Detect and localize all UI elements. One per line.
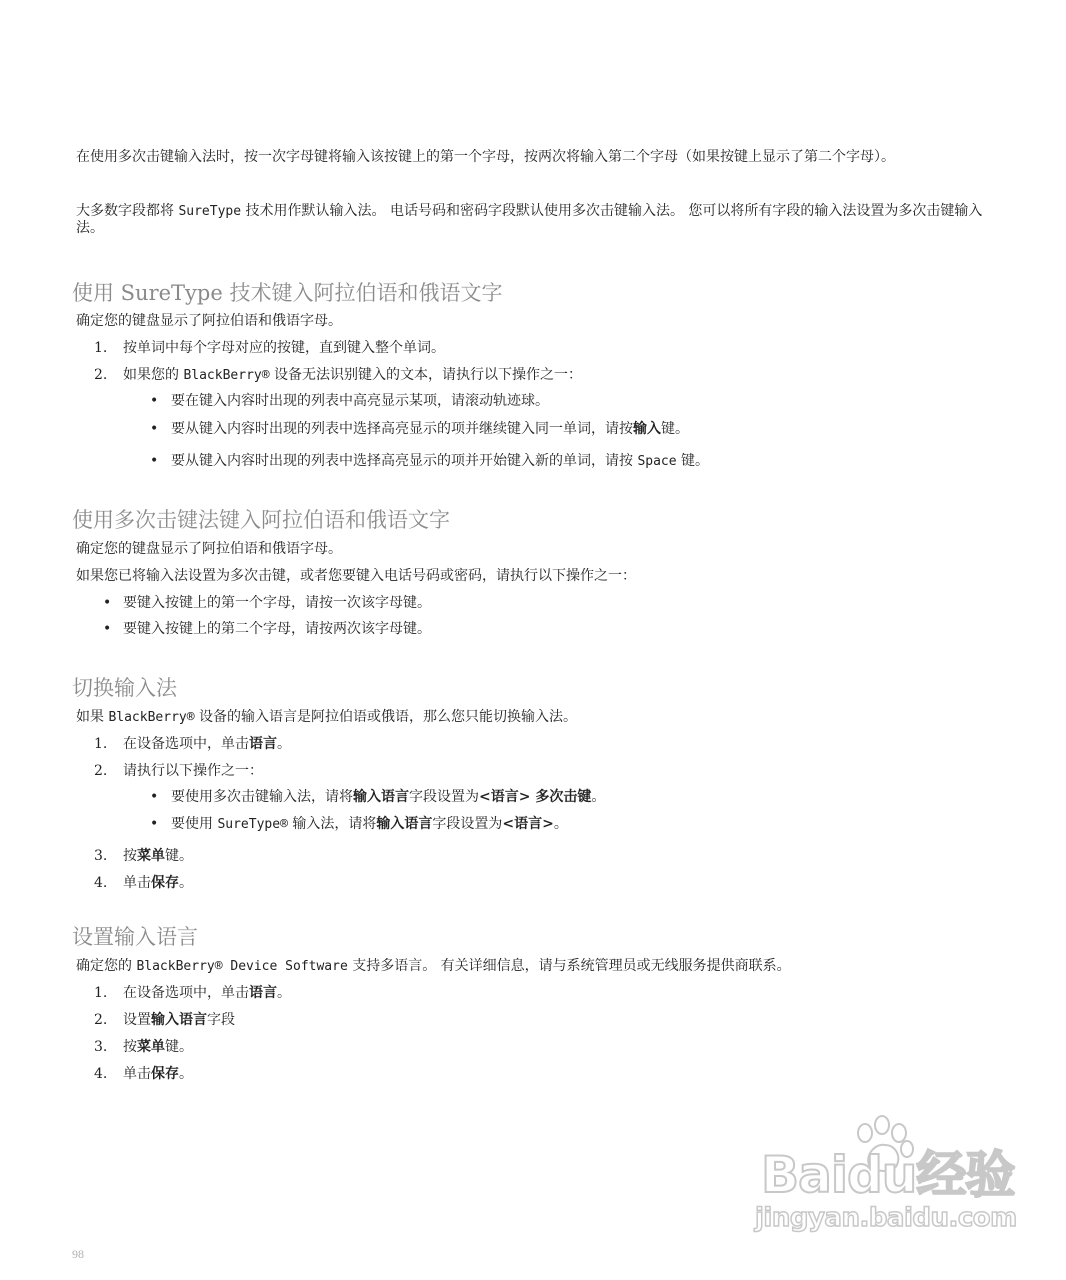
s1-bullet3-key: Space <box>637 454 677 469</box>
s3-step4-a: 单击 <box>123 875 151 891</box>
s3-bullet1-a: 要使用多次击键输入法，请将 <box>171 789 353 805</box>
s1-bullet2-text <box>171 421 689 438</box>
s1-step2-number: 2. <box>94 367 108 383</box>
s3-step2-number: 2. <box>94 763 108 779</box>
watermark-brand: Baidu经验 <box>761 1146 1015 1204</box>
watermark-url: jingyan.baidu.com <box>755 1203 1017 1233</box>
s3-step1-term: 语言 <box>249 736 277 752</box>
s4-step2-number: 2. <box>94 1012 108 1028</box>
s4-step3-number: 3. <box>94 1039 108 1055</box>
s3-step2-text: 请执行以下操作之一： <box>123 763 263 779</box>
s2-intro-1: 确定您的键盘显示了阿拉伯语和俄语字母。 <box>76 541 342 557</box>
s3-bullet1-field: 输入语言 <box>353 789 409 805</box>
s1-step2-text <box>123 367 582 384</box>
s1-step2-c: 设备无法识别键入的文本，请执行以下操作之一： <box>269 367 582 383</box>
s3-step3-number: 3. <box>94 848 108 864</box>
s4-step2-field: 输入语言 <box>151 1012 207 1028</box>
s1-intro: 确定您的键盘显示了阿拉伯语和俄语字母。 <box>76 313 342 329</box>
section-heading-switch-method <box>72 676 177 700</box>
intro-paragraph-1 <box>76 149 1001 166</box>
s4-step3-text <box>123 1039 193 1056</box>
intro-text-1: 在使用多次击键输入法时，按一次字母键将输入该按键上的第一个字母，按两次将输入第二个字母（如果按键上显示了第二个字母）。 <box>76 149 895 165</box>
s2-intro-2: 如果您已将输入法设置为多次击键，或者您要键入电话号码或密码，请执行以下操作之一： <box>76 568 636 584</box>
s3-bullet1-e: 。 <box>591 789 606 805</box>
bullet-icon: • <box>150 789 159 805</box>
s1-bullet3-text <box>171 453 709 470</box>
bullet-icon: • <box>150 816 159 832</box>
section-heading-suretype <box>72 281 502 305</box>
s3-bullet1-text <box>171 789 605 806</box>
intro-text-2b: SureType <box>178 204 242 219</box>
s3-intro-brand: BlackBerry® <box>108 710 195 725</box>
section-heading-input-language <box>72 925 198 949</box>
s4-step4-text <box>123 1066 193 1083</box>
s3-bullet1-c: 字段设置为 <box>409 789 479 805</box>
s4-step4-number: 4. <box>94 1066 108 1082</box>
s3-step3-c: 键。 <box>165 848 193 864</box>
s3-intro <box>76 709 577 726</box>
s4-step3-key: 菜单 <box>137 1039 165 1055</box>
s3-bullet1-value: <语言> 多次击键 <box>479 789 592 805</box>
s4-step4-c: 。 <box>179 1066 193 1082</box>
s4-step1-c: 。 <box>277 985 291 1001</box>
s3-bullet2-g: 。 <box>553 816 568 832</box>
baidu-watermark <box>755 1115 1017 1235</box>
s3-step1-text <box>123 736 291 753</box>
s2-bullet1-text: 要键入按键上的第一个字母，请按一次该字母键。 <box>123 595 431 611</box>
s4-step4-action: 保存 <box>151 1066 179 1082</box>
page-number: 98 <box>72 1247 84 1261</box>
s4-intro-c: 支持多语言。 有关详细信息，请与系统管理员或无线服务提供商联系。 <box>347 958 791 974</box>
s4-step3-a: 按 <box>123 1039 137 1055</box>
s3-bullet2-value: <语言> <box>502 816 554 832</box>
s3-bullet2-c: 输入法，请将 <box>287 816 377 832</box>
s1-step2-brand: BlackBerry® <box>183 368 270 383</box>
section-heading-switch-method-text: 切换输入法 <box>72 676 177 700</box>
section-heading-multitap-text: 使用多次击键法键入阿拉伯语和俄语文字 <box>72 508 450 532</box>
s4-intro <box>76 958 791 975</box>
s1-bullet1-text: 要在键入内容时出现的列表中高亮显示某项，请滚动轨迹球。 <box>171 393 549 409</box>
s3-bullet2-text <box>171 816 568 833</box>
s3-step4-text <box>123 875 193 892</box>
s1-bullet2-c: 键。 <box>661 421 689 437</box>
s3-intro-c: 设备的输入语言是阿拉伯语或俄语，那么您只能切换输入法。 <box>194 709 577 725</box>
s3-step4-action: 保存 <box>151 875 179 891</box>
section-heading-input-language-text: 设置输入语言 <box>72 925 198 949</box>
s4-step2-text <box>123 1012 235 1029</box>
s1-bullet2-key: 输入 <box>633 421 661 437</box>
s4-intro-a: 确定您的 <box>76 958 137 974</box>
s4-intro-brand: BlackBerry® Device Software <box>136 959 348 974</box>
s3-step1-a: 在设备选项中，单击 <box>123 736 249 752</box>
s3-bullet2-a: 要使用 <box>171 816 218 832</box>
bullet-icon: • <box>150 393 159 409</box>
s2-bullet2-text: 要键入按键上的第二个字母，请按两次该字母键。 <box>123 621 431 637</box>
s4-step2-c: 字段 <box>207 1012 235 1028</box>
s3-step3-a: 按 <box>123 848 137 864</box>
s4-step2-a: 设置 <box>123 1012 151 1028</box>
intro-paragraph-2 <box>76 203 1001 237</box>
s3-step3-text <box>123 848 193 865</box>
s3-bullet2-brand: SureType® <box>217 817 288 832</box>
s4-step1-number: 1. <box>94 985 108 1001</box>
s4-step1-term: 语言 <box>249 985 277 1001</box>
s4-step1-text <box>123 985 291 1002</box>
intro-text-2a: 大多数字段都将 <box>76 203 179 219</box>
bullet-icon: • <box>103 595 112 611</box>
bullet-icon: • <box>150 421 159 437</box>
s4-step1-a: 在设备选项中，单击 <box>123 985 249 1001</box>
s4-step4-a: 单击 <box>123 1066 151 1082</box>
s1-step1-number: 1. <box>94 340 108 356</box>
s1-step1-text: 按单词中每个字母对应的按键，直到键入整个单词。 <box>123 340 445 356</box>
intro-text-2c: 技术用作默认输入法。 电话号码和密码字段默认使用多次击键输入法。 您可以将所有字段的输入法设置为多次击键输入法。 <box>76 203 983 236</box>
bullet-icon: • <box>103 621 112 637</box>
s3-step4-number: 4. <box>94 875 108 891</box>
s1-bullet3-a: 要从键入内容时出现的列表中选择高亮显示的项并开始键入新的单词，请按 <box>171 453 638 469</box>
s3-step4-c: 。 <box>179 875 193 891</box>
section-heading-multitap <box>72 508 450 532</box>
s4-step3-c: 键。 <box>165 1039 193 1055</box>
section-heading-suretype-text: 使用 SureType 技术键入阿拉伯语和俄语文字 <box>72 281 503 305</box>
s3-step1-number: 1. <box>94 736 108 752</box>
s1-step2-a: 如果您的 <box>123 367 184 383</box>
s1-bullet3-c: 键。 <box>676 453 710 469</box>
bullet-icon: • <box>150 453 159 469</box>
s3-bullet2-e: 字段设置为 <box>432 816 503 832</box>
s3-step3-key: 菜单 <box>137 848 165 864</box>
s3-bullet2-field: 输入语言 <box>376 816 433 832</box>
s3-step1-c: 。 <box>277 736 291 752</box>
s1-bullet2-a: 要从键入内容时出现的列表中选择高亮显示的项并继续键入同一单词，请按 <box>171 421 633 437</box>
s3-intro-a: 如果 <box>76 709 109 725</box>
